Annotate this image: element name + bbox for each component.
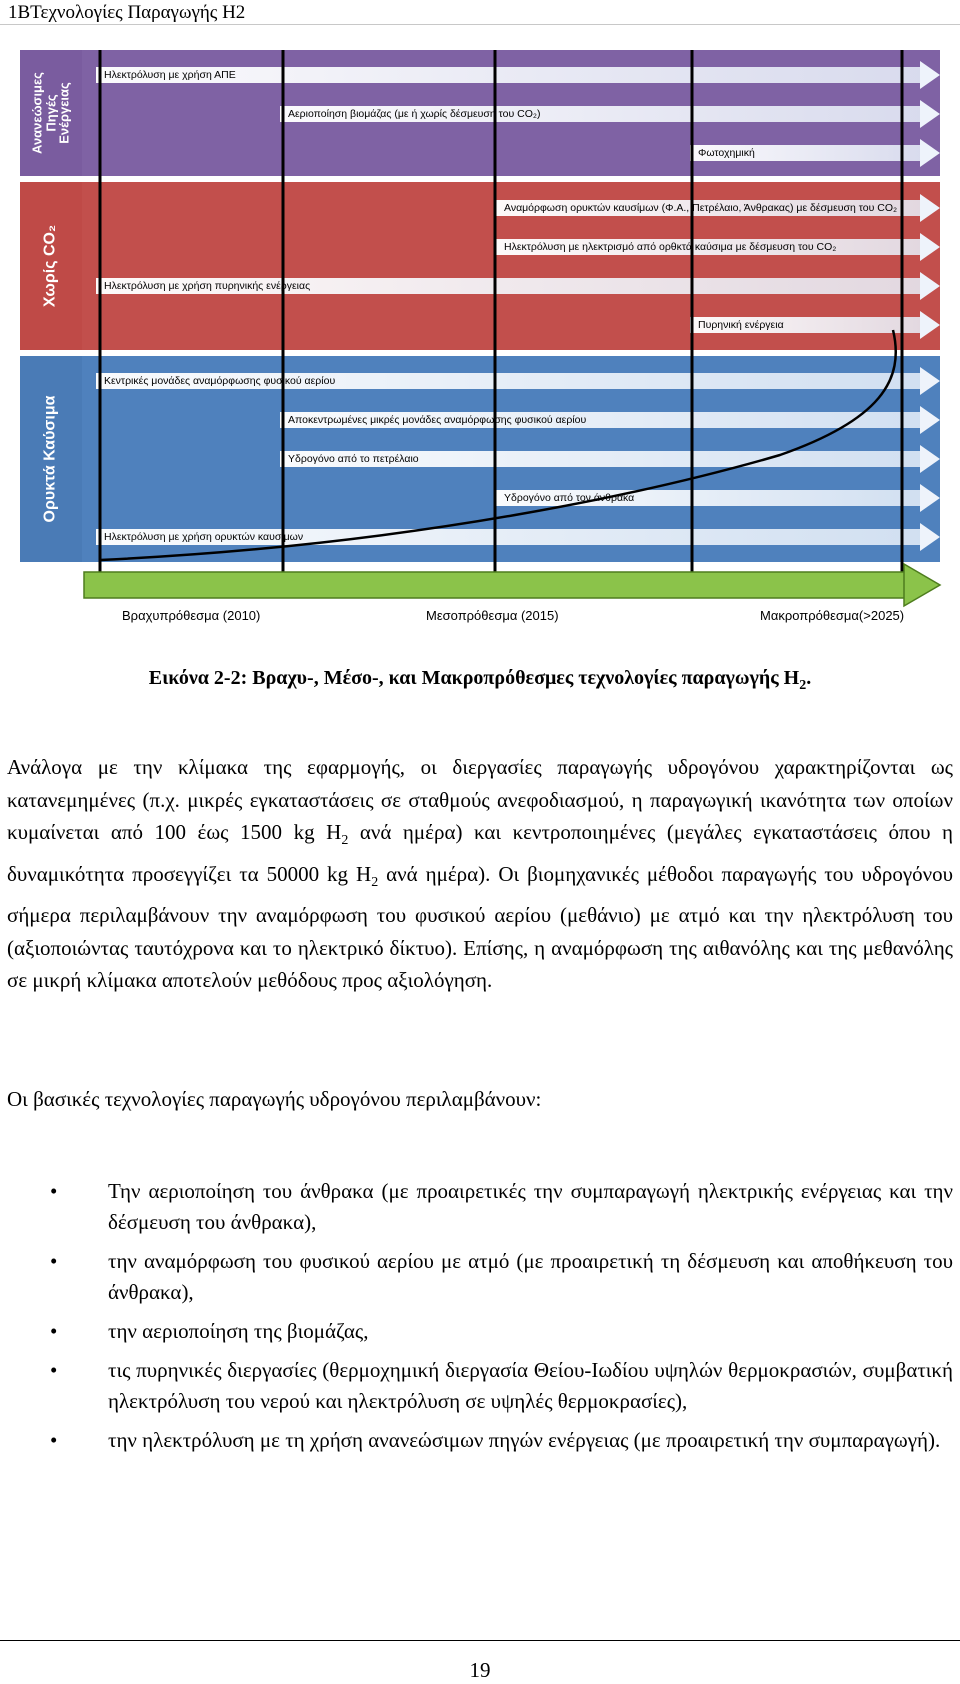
technology-list	[0, 1176, 960, 1464]
figure-caption	[0, 667, 960, 694]
list-item-text: την αεριοποίηση της βιομάζας,	[108, 1319, 369, 1343]
band-renewables-line-2: Πηγές	[43, 94, 59, 132]
list-item-text: την ηλεκτρόλυση με τη χρήση ανανεώσιμων πηγών ενέργειας (με προαιρετική την συμπαραγωγή).	[108, 1428, 941, 1452]
bullet-icon: •	[50, 1358, 58, 1382]
bullet-icon: •	[50, 1319, 58, 1343]
list-item-text: Την αεριοποίηση του άνθρακα (με προαιρετικές την συμπαραγωγή ηλεκτρικής ενέργειας και την δέσμευση του άνθρακα),	[108, 1179, 953, 1234]
timeline-arrow	[84, 564, 940, 606]
diagram-overlay	[0, 0, 960, 640]
arrow-electrolysis-fossil-ccs-label: Ηλεκτρόλυση με ηλεκτρισμό από ορθκτά καύσιμα με δέσμευση του CO₂	[504, 241, 837, 253]
paragraph-sub-2: 2	[371, 874, 379, 890]
figure-caption-sub: 2	[799, 678, 807, 693]
arrow-fossil-reforming-ccs-label: Αναμόρφωση ορυκτών καυσίμων (Φ.Α., Πετρέλαιο, Άνθρακας) με δέσμευση του CO₂	[504, 202, 898, 214]
adoption-curve	[100, 330, 896, 560]
figure-caption-end: .	[806, 667, 812, 689]
arrow-decentral-reforming-label: Αποκεντρωμένες μικρές μονάδες αναμόρφωσης φυσικού αερίου	[288, 414, 587, 426]
arrow-nuclear-electrolysis-label: Ηλεκτρόλυση με χρήση πυρηνικής ενέργειας	[104, 280, 311, 292]
bullet-icon: •	[50, 1249, 58, 1273]
body-paragraph	[7, 751, 953, 997]
arrow-central-reforming-label: Κεντρικές μονάδες αναμόρφωσης φυσικού αερίου	[104, 375, 336, 387]
arrow-photochemical-label: Φωτοχημική	[698, 147, 755, 159]
list-item-text: την αναμόρφωση του φυσικού αερίου με ατμό (με προαιρετική τη δέσμευση και αποθήκευση του άνθρακα),	[108, 1249, 953, 1304]
bullet-icon: •	[50, 1428, 58, 1452]
arrow-hydrogen-oil-label: Υδρογόνο από το πετρέλαιο	[288, 453, 419, 465]
arrow-biomass-gasification-label: Αεριοποίηση βιομάζας (με ή χωρίς δέσμευση του CO₂)	[288, 108, 541, 120]
list-item-text: τις πυρηνικές διεργασίες (θερμοχημική διεργασία Θείου-Ιωδίου υψηλών θερμοκρασιών, συμβατική ηλεκτρόλυση του νερού και ηλεκτρόλυση σε υψηλές θερμοκρασίες),	[108, 1358, 953, 1413]
arrow-nuclear-energy-label: Πυρηνική ενέργεια	[698, 319, 784, 331]
paragraph-sub-1: 2	[341, 833, 349, 849]
list-item	[0, 1316, 960, 1347]
band-fossil-fuels-line-1: Ορυκτά Καύσιμα	[41, 395, 59, 523]
bullet-icon: •	[50, 1179, 58, 1203]
arrow-fossil-electrolysis-label: Ηλεκτρόλυση με χρήση ορυκτών καυσίμων	[104, 531, 304, 543]
running-header: 1ΒΤεχνολογίες Παραγωγής Η2	[8, 2, 246, 23]
page-number: 19	[469, 1658, 491, 1682]
list-item	[0, 1425, 960, 1456]
footer-rule	[0, 1640, 960, 1641]
list-intro: Οι βασικές τεχνολογίες παραγωγής υδρογόνου περιλαμβάνουν:	[7, 1087, 542, 1111]
list-item	[0, 1355, 960, 1417]
arrow-ape-electrolysis-label: Ηλεκτρόλυση με χρήση ΑΠΕ	[104, 69, 236, 81]
figure-caption-text: Εικόνα 2-2: Βραχυ-, Μέσο-, και Μακροπρόθεσμες τεχνολογίες παραγωγής Η	[148, 667, 800, 689]
timeline-label-long: Μακροπρόθεσμα(>2025)	[760, 608, 905, 623]
paragraph-part-2: ανά ημέρα) και κεντροποιημένες (μεγάλες εγκαταστάσεις όπου η δυναμικότητα προσεγγίζει τα 50000 kg Η	[7, 820, 953, 886]
band-renewables-line-3: Ενέργειας	[56, 82, 72, 144]
band-renewables-line-1: Ανανεώσιμες	[29, 72, 45, 154]
timeline-label-short: Βραχυπρόθεσμα (2010)	[122, 608, 261, 623]
paragraph-part-3: ανά ημέρα). Οι βιομηχανικές μέθοδοι παραγωγής του υδρογόνου σήμερα περιλαμβάνουν την αναμόρφωση του φυσικού αερίου (μεθάνιο) με ατμό και την ηλεκτρόλυση του (αξιοποιώντας ταυτόχρονα και το ηλεκτρικό δίκτυο). Επίσης, η αναμόρφωση της αιθανόλης και της μεθανόλης σε μικρή κλίμακα αποτελούν μεθόδους προς αξιολόγηση.	[7, 861, 953, 993]
timeline-label-mid: Μεσοπρόθεσμα (2015)	[426, 608, 559, 623]
arrow-hydrogen-coal-label: Υδρογόνο από τον άνθρακα	[504, 492, 635, 504]
list-item	[0, 1246, 960, 1308]
list-item	[0, 1176, 960, 1238]
paragraph-part-1: Ανάλογα με την κλίμακα της εφαρμογής, οι διεργασίες παραγωγής υδρογόνου χαρακτηρίζονται ως κατανεμημένες (π.χ. μικρές εγκαταστάσεις σε σταθμούς ανεφοδιασμού, η παραγωγική ικανότητα των οποίων κυμαίνεται από 100 έως 1500 kg Η	[7, 755, 953, 844]
band-co2-free-line-1: Χωρίς CO₂	[41, 224, 59, 308]
